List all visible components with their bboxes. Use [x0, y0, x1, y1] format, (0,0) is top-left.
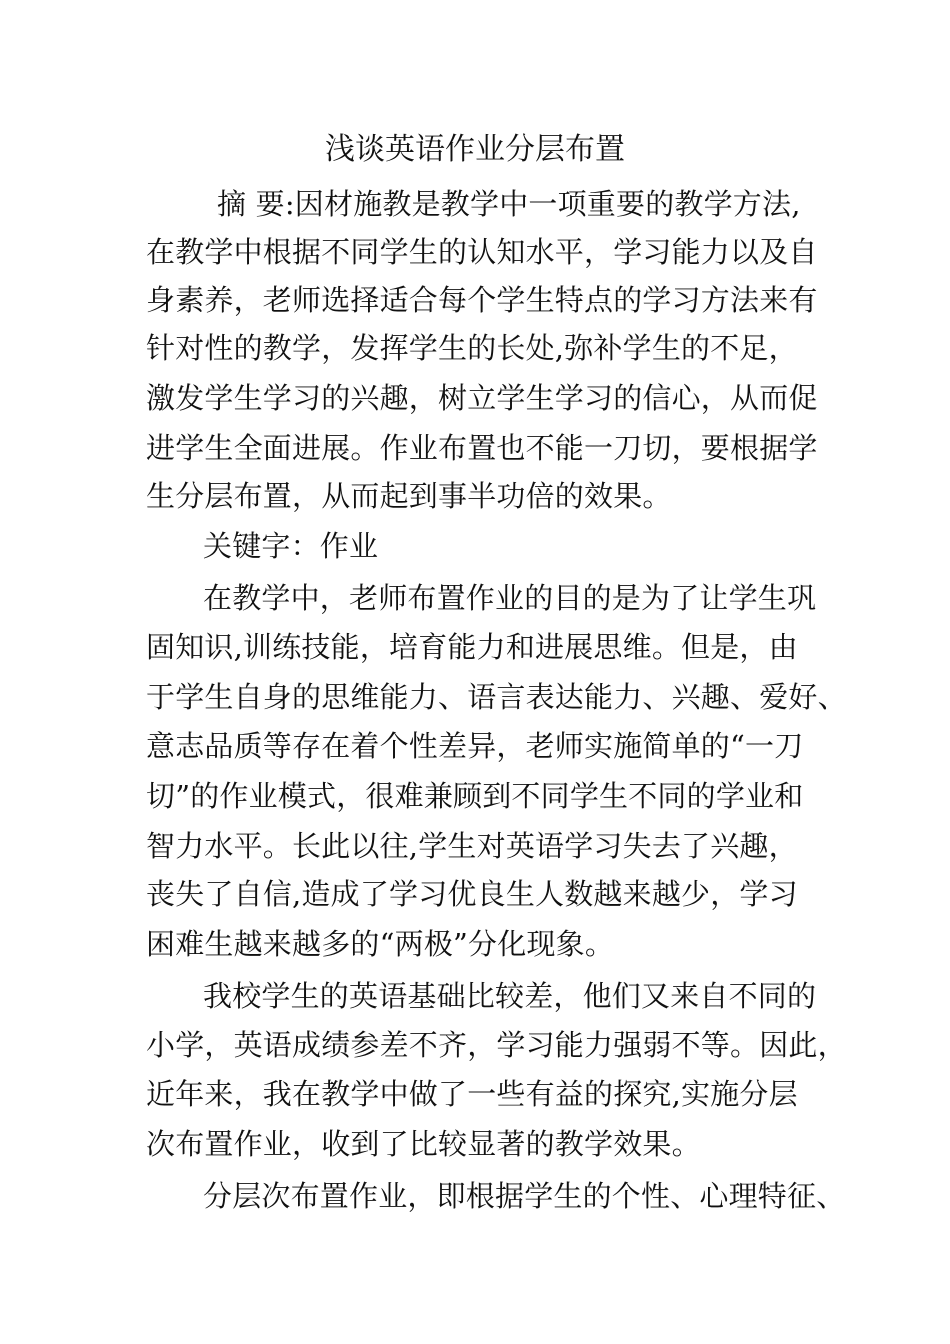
keywords-line: 关键字：作业 — [203, 529, 379, 563]
abstract-line-2: 在教学中根据不同学生的认知水平，学习能力以及自 — [146, 235, 818, 269]
body-line-10: 小学，英语成绩参差不齐，学习能力强弱不等。因此， — [146, 1028, 847, 1062]
body-line-6: 智力水平。长此以往,学生对英语学习失去了兴趣， — [146, 829, 798, 863]
abstract-line-7: 生分层布置，从而起到事半功倍的效果。 — [146, 479, 672, 513]
body-line-1: 在教学中，老师布置作业的目的是为了让学生巩 — [203, 581, 817, 615]
body-line-12: 次布置作业，收到了比较显著的教学效果。 — [146, 1127, 701, 1161]
body-line-13: 分层次布置作业，即根据学生的个性、心理特征、 — [203, 1179, 846, 1213]
document-title: 浅谈英语作业分层布置 — [325, 132, 625, 167]
body-line-2: 固知识,训练技能，培育能力和进展思维。但是，由 — [146, 630, 798, 664]
abstract-line-6: 进学生全面进展。作业布置也不能一刀切，要根据学 — [146, 431, 818, 465]
abstract-line-1: 摘 要:因材施教是教学中一项重要的教学方法, — [217, 187, 801, 221]
abstract-line-4: 针对性的教学，发挥学生的长处,弥补学生的不足， — [146, 331, 798, 365]
abstract-line-3: 身素养，老师选择适合每个学生特点的学习方法来有 — [146, 283, 818, 317]
body-line-3: 于学生自身的思维能力、语言表达能力、兴趣、爱好、 — [146, 680, 847, 714]
body-line-8: 困难生越来越多的“两极”分化现象。 — [146, 927, 615, 961]
body-line-9: 我校学生的英语基础比较差，他们又来自不同的 — [203, 979, 817, 1013]
body-line-11: 近年来，我在教学中做了一些有益的探究,实施分层 — [146, 1077, 798, 1111]
body-line-5: 切”的作业模式，很难兼顾到不同学生不同的学业和 — [146, 779, 804, 813]
body-line-4: 意志品质等存在着个性差异，老师实施简单的“一刀 — [146, 729, 804, 763]
body-line-7: 丧失了自信,造成了学习优良生人数越来越少，学习 — [146, 877, 798, 911]
abstract-line-5: 激发学生学习的兴趣，树立学生学习的信心，从而促 — [146, 381, 818, 415]
